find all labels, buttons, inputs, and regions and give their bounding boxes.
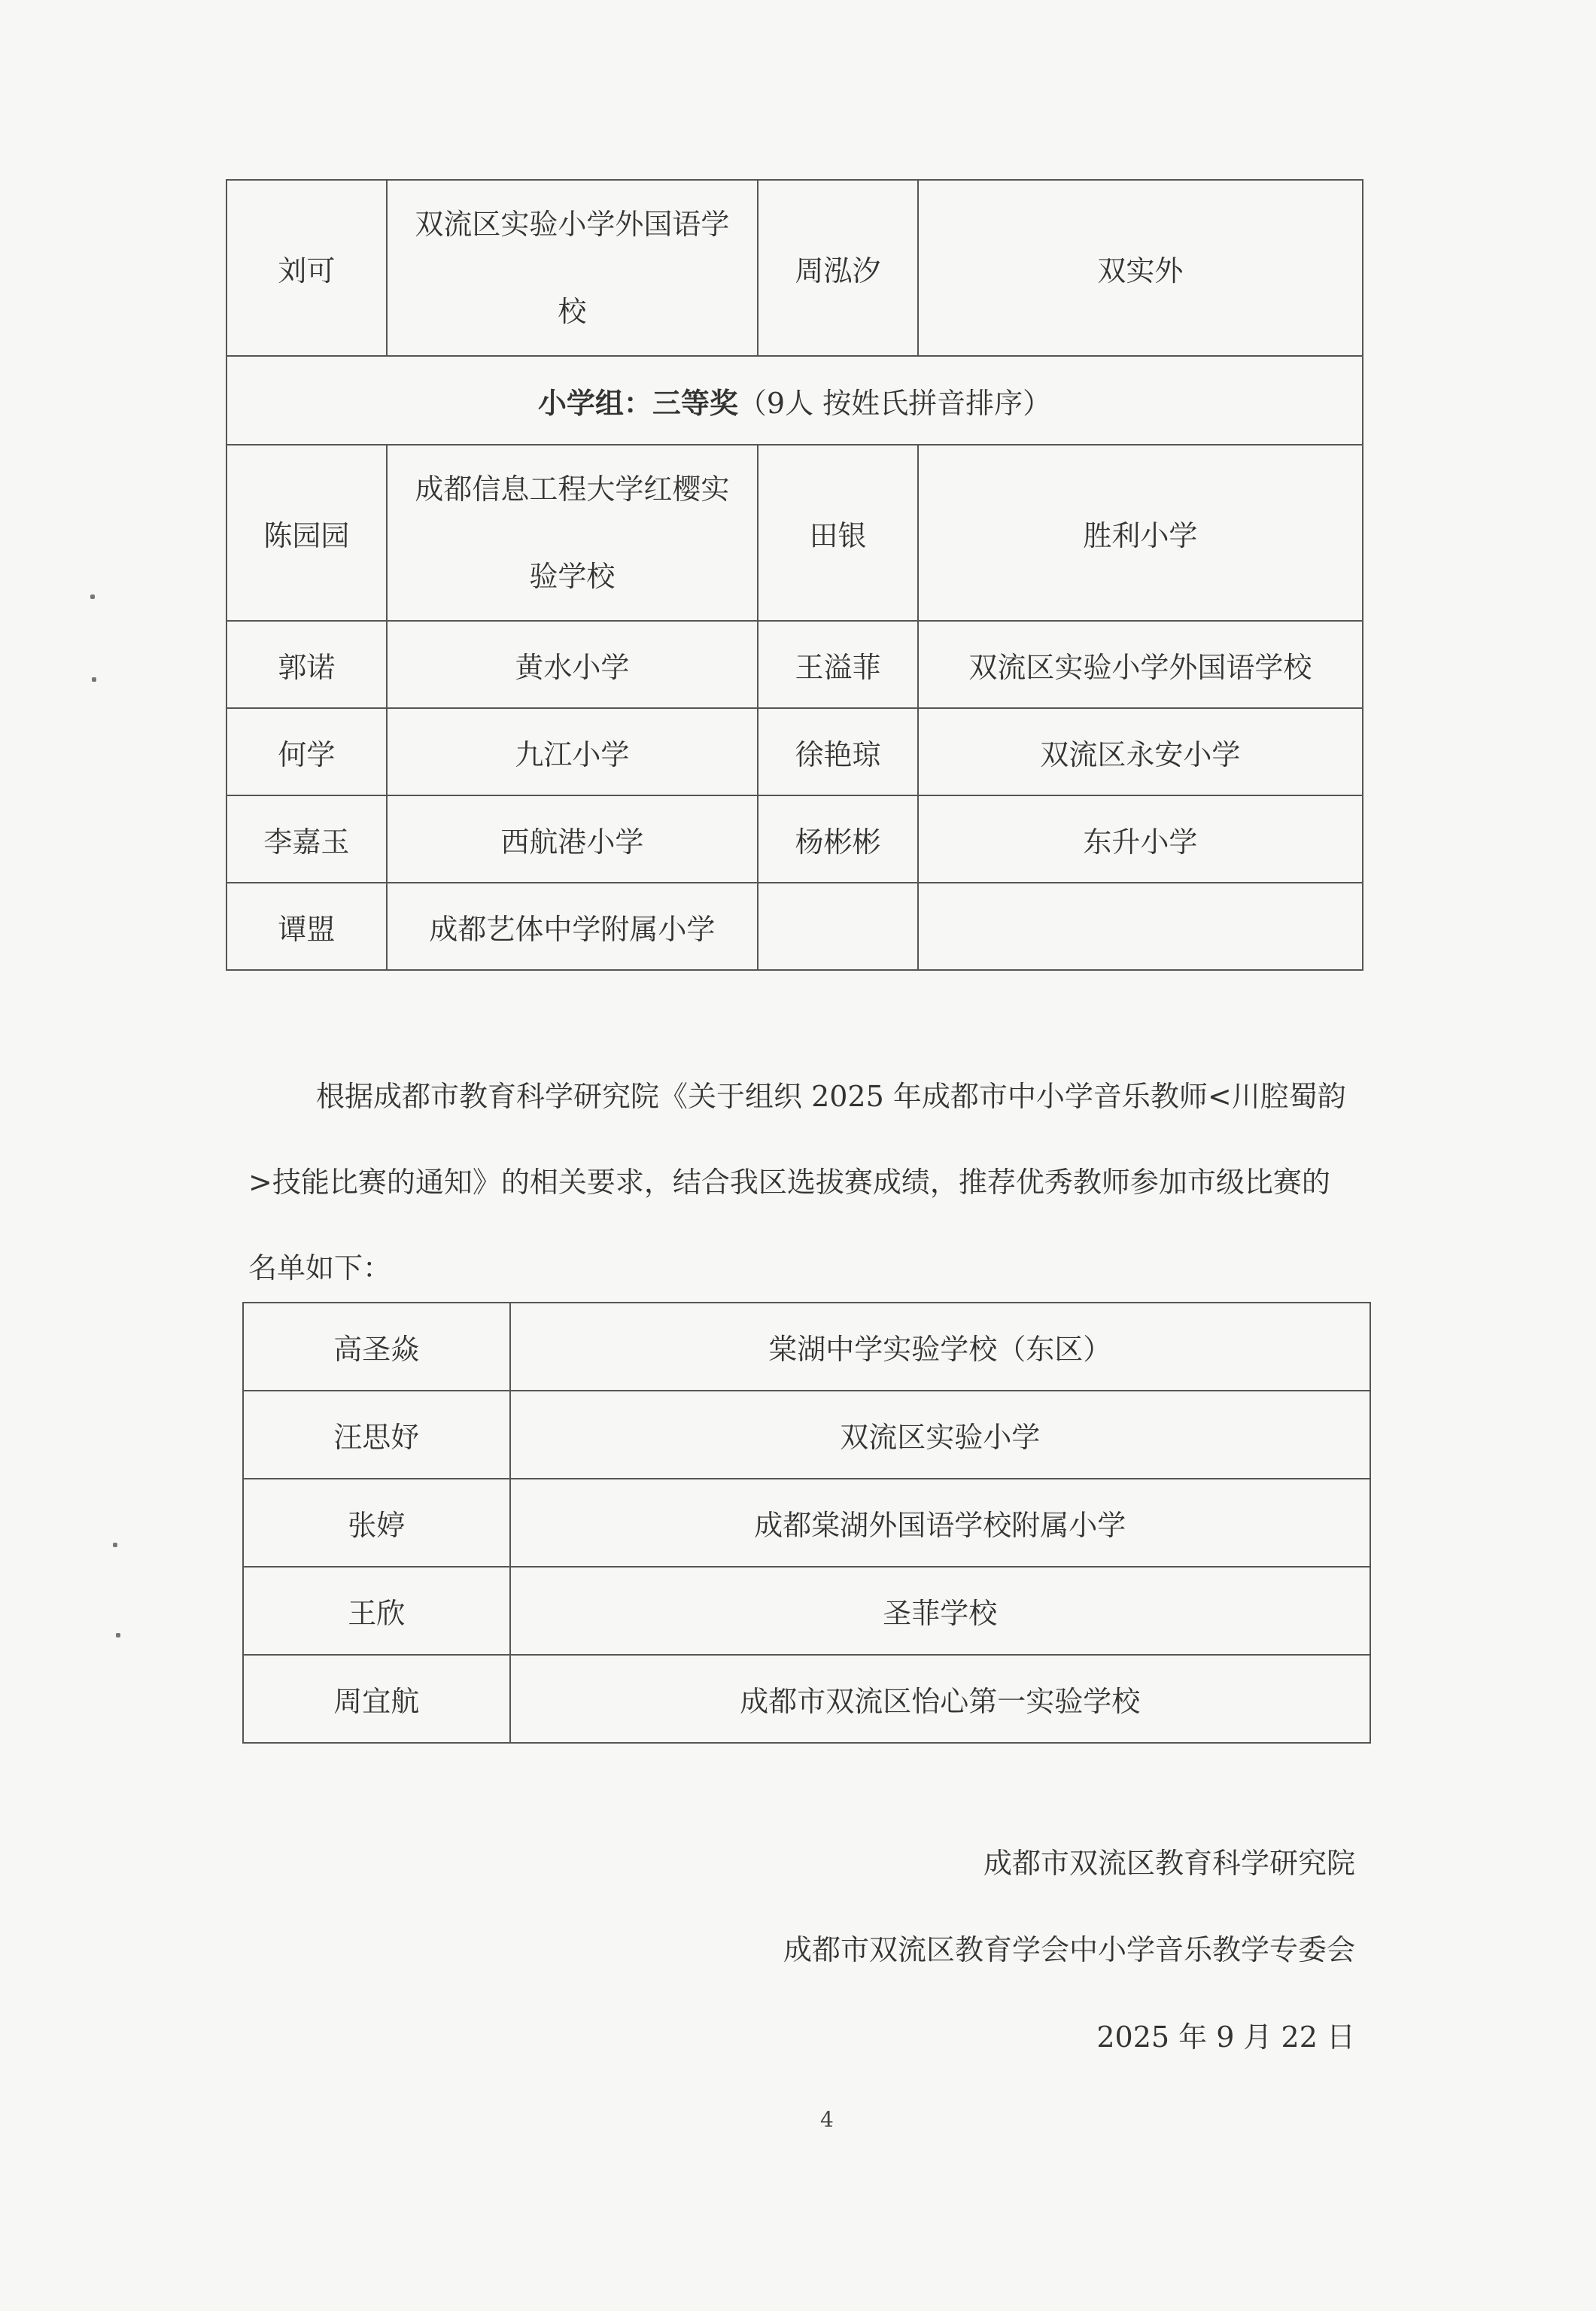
- teacher-name: 谭盟: [226, 883, 387, 970]
- teacher-name: 周宜航: [243, 1655, 510, 1743]
- page-number: 4: [820, 2107, 834, 2132]
- teacher-name: 刘可: [226, 180, 387, 356]
- section-header-row: [226, 356, 1363, 445]
- table-row: [243, 1479, 1370, 1567]
- school-name: 成都信息工程大学红樱实验学校: [387, 445, 758, 621]
- school-name: 双流区实验小学外国语学校: [387, 180, 758, 356]
- recommendation-table: [242, 1302, 1371, 1744]
- school-name: 西航港小学: [387, 795, 758, 883]
- school-name: 东升小学: [918, 795, 1363, 883]
- table-row: [243, 1567, 1370, 1655]
- body-paragraph: 根据成都市教育科学研究院《关于组织 2025 年成都市中小学音乐教师<川腔蜀韵>技能比赛的通知》的相关要求，结合我区选拔赛成绩，推荐优秀教师参加市级比赛的名单如下：: [248, 1080, 1346, 1285]
- teacher-name: 李嘉玉: [226, 795, 387, 883]
- school-name: 成都棠湖外国语学校附属小学: [510, 1479, 1370, 1567]
- table-row: [226, 621, 1363, 708]
- table-row: [243, 1303, 1370, 1391]
- teacher-name: 张婷: [243, 1479, 510, 1567]
- awards-table: [226, 179, 1363, 971]
- signature-org-2: 成都市双流区教育学会中小学音乐教学专委会: [783, 1933, 1355, 1966]
- school-name: 成都艺体中学附属小学: [387, 883, 758, 970]
- teacher-name: 徐艳琼: [758, 708, 918, 795]
- table-row: [226, 795, 1363, 883]
- school-name: 双流区实验小学: [510, 1391, 1370, 1479]
- table-row: [243, 1655, 1370, 1743]
- teacher-name: 高圣焱: [243, 1303, 510, 1391]
- table-row: [226, 708, 1363, 795]
- table-row: [226, 445, 1363, 621]
- binding-mark: [90, 594, 95, 599]
- table-row: [243, 1391, 1370, 1479]
- teacher-name: 田银: [758, 445, 918, 621]
- teacher-name: [758, 883, 918, 970]
- binding-mark: [92, 677, 96, 682]
- school-name: 九江小学: [387, 708, 758, 795]
- teacher-name: 王欣: [243, 1567, 510, 1655]
- teacher-name: 王溢菲: [758, 621, 918, 708]
- section-note: （9人 按姓氏拼音排序）: [737, 386, 1052, 420]
- binding-mark: [113, 1543, 117, 1547]
- school-name: 圣菲学校: [510, 1567, 1370, 1655]
- school-name: 双流区实验小学外国语学校: [918, 621, 1363, 708]
- table-row: [226, 180, 1363, 356]
- binding-mark: [116, 1633, 120, 1637]
- signature-org-1: 成都市双流区教育科学研究院: [983, 1847, 1355, 1880]
- teacher-name: 郭诺: [226, 621, 387, 708]
- teacher-name: 周泓汐: [758, 180, 918, 356]
- signature-date: 2025 年 9 月 22 日: [1096, 2021, 1355, 2054]
- section-header: [226, 356, 1363, 445]
- teacher-name: 何学: [226, 708, 387, 795]
- school-name: 双实外: [918, 180, 1363, 356]
- school-name: 棠湖中学实验学校（东区）: [510, 1303, 1370, 1391]
- school-name: [918, 883, 1363, 970]
- section-title: 小学组：三等奖: [537, 385, 738, 420]
- school-name: 黄水小学: [387, 621, 758, 708]
- school-name: 胜利小学: [918, 445, 1363, 621]
- teacher-name: 汪思妤: [243, 1391, 510, 1479]
- school-name: 成都市双流区怡心第一实验学校: [510, 1655, 1370, 1743]
- teacher-name: 陈园园: [226, 445, 387, 621]
- school-name: 双流区永安小学: [918, 708, 1363, 795]
- teacher-name: 杨彬彬: [758, 795, 918, 883]
- table-row: [226, 883, 1363, 970]
